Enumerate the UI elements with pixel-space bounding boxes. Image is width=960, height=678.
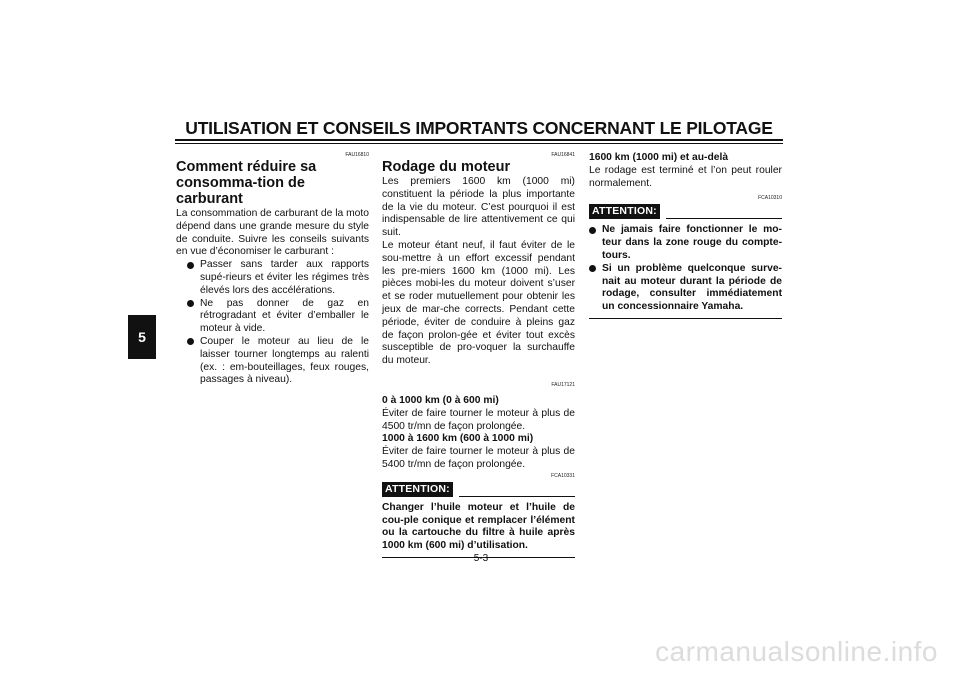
caution-code: FCA10331: [551, 472, 575, 479]
list-item: Ne pas donner de gaz en rétrogradant et éviter d’emballer le moteur à vide.: [176, 298, 369, 336]
column-engine-break-in: [382, 152, 575, 558]
paragraph: Le rodage est terminé et l’on peut rouler normalement.: [589, 164, 782, 189]
section-code: FAU16841: [551, 152, 575, 158]
header-rule: [175, 139, 783, 141]
caution-header: [382, 482, 575, 497]
watermark: carmanualsonline.info: [655, 636, 938, 667]
caution-box: [589, 219, 782, 319]
caution-text: Changer l’huile moteur et l’huile de cou-ple conique et remplacer l’élément ou la cartouche du filtre à huile après 1000 km (600 mi) d’utilisation.: [382, 497, 575, 558]
tips-list: [176, 259, 369, 387]
column-after-break-in: [589, 152, 782, 319]
caution-rule: [666, 218, 782, 219]
caution-label: ATTENTION:: [382, 482, 453, 497]
intro-paragraph: La consommation de carburant de la moto dépend dans une grande mesure du style de conduite. Suivre les conseils suivants en vue d’économiser le carburant :: [176, 208, 369, 258]
list-item: Si un problème quelconque surve-nait au moteur durant la période de rodage, consulter immédiatement un concessionnaire Yamaha.: [589, 263, 782, 314]
paragraph: Les premiers 1600 km (1000 mi) constituent la période la plus importante de la vie du moteur. C’est pourquoi il est indispensable de lire attentivement ce qui suit.: [382, 176, 575, 239]
paragraph: Le moteur étant neuf, il faut éviter de le sou-mettre à un effort excessif pendant les pre-miers 1600 km (1000 mi). Les pièces mobi-les du moteur doivent s’user et se roder mutuellement pour obtenir les jeux de mar-che corrects. Pendant cette période, éviter de conduire à pleins gaz de façon prolon-gée et éviter tout excès susceptible de pro-voquer la surchauffe du moteur.: [382, 239, 575, 367]
subsection-title: 0 à 1000 km (0 à 600 mi): [382, 394, 499, 406]
page-header-title: UTILISATION ET CONSEILS IMPORTANTS CONCERNANT LE PILOTAGE: [185, 118, 773, 138]
caution-rule: [459, 496, 575, 497]
section-title: Comment réduire sa consomma-tion de carburant: [176, 159, 317, 207]
section-code: FAU17121: [551, 381, 575, 388]
list-item: Passer sans tarder aux rapports supé-rieurs et éviter les régimes très élevés lors des accélérations.: [176, 259, 369, 297]
caution-code: FCA10310: [758, 195, 782, 202]
caution-header: [589, 204, 782, 219]
list-item: Ne jamais faire fonctionner le mo-teur dans la zone rouge du compte-tours.: [589, 224, 782, 262]
column-fuel-economy: [176, 152, 369, 387]
header-rule-thin: [175, 143, 783, 144]
chapter-tab: 5: [128, 315, 156, 359]
paragraph: Éviter de faire tourner le moteur à plus de 4500 tr/mn de façon prolongée.: [382, 407, 575, 432]
section-code: FAU16810: [345, 152, 369, 158]
subsection-title: 1000 à 1600 km (600 à 1000 mi): [382, 433, 534, 445]
paragraph: Éviter de faire tourner le moteur à plus de 5400 tr/mn de façon prolongée.: [382, 446, 575, 470]
list-item: Couper le moteur au lieu de le laisser tourner longtemps au ralenti (ex. : em-bouteillages, feux rouges, passages à niveau).: [176, 336, 369, 387]
page-number: 5-3: [473, 553, 489, 564]
caution-list: [589, 224, 782, 314]
subsection-title: 1600 km (1000 mi) et au-delà: [589, 152, 729, 163]
section-title: Rodage du moteur: [382, 159, 511, 175]
caution-label: ATTENTION:: [589, 204, 660, 219]
